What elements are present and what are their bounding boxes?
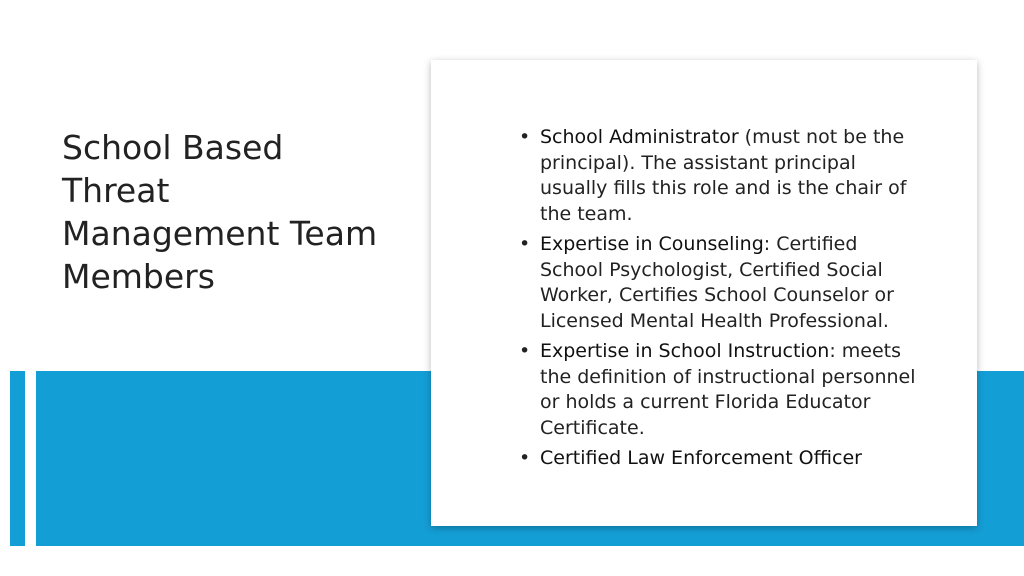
item-term: Certified Law Enforcement Officer xyxy=(540,447,862,469)
list-item xyxy=(519,125,919,227)
item-desc: : Certified School Psychologist, Certified Social Worker, Certifies School Counselor or Licensed Mental Health Professional. xyxy=(540,233,894,332)
list-item xyxy=(519,339,919,441)
item-term: Expertise in School Instruction xyxy=(540,340,830,362)
bullet-icon: • xyxy=(519,340,531,362)
item-term: Expertise in Counseling xyxy=(540,233,764,255)
accent-stripe xyxy=(10,371,25,546)
list-item xyxy=(519,232,919,334)
item-desc: : meets the definition of instructional personnel or holds a current Florida Educator Certificate. xyxy=(540,340,916,439)
bullet-icon: • xyxy=(519,233,531,255)
bullet-icon: • xyxy=(519,126,531,148)
slide-title: School Based Threat Management Team Members xyxy=(62,128,378,296)
list-item xyxy=(519,446,919,472)
content-card xyxy=(431,60,977,526)
bullet-icon: • xyxy=(519,447,531,469)
item-term: School Administrator xyxy=(540,126,739,148)
item-desc: (must not be the principal). The assistant principal usually fills this role and is the chair of the team. xyxy=(540,126,907,225)
bullet-list xyxy=(519,125,919,477)
